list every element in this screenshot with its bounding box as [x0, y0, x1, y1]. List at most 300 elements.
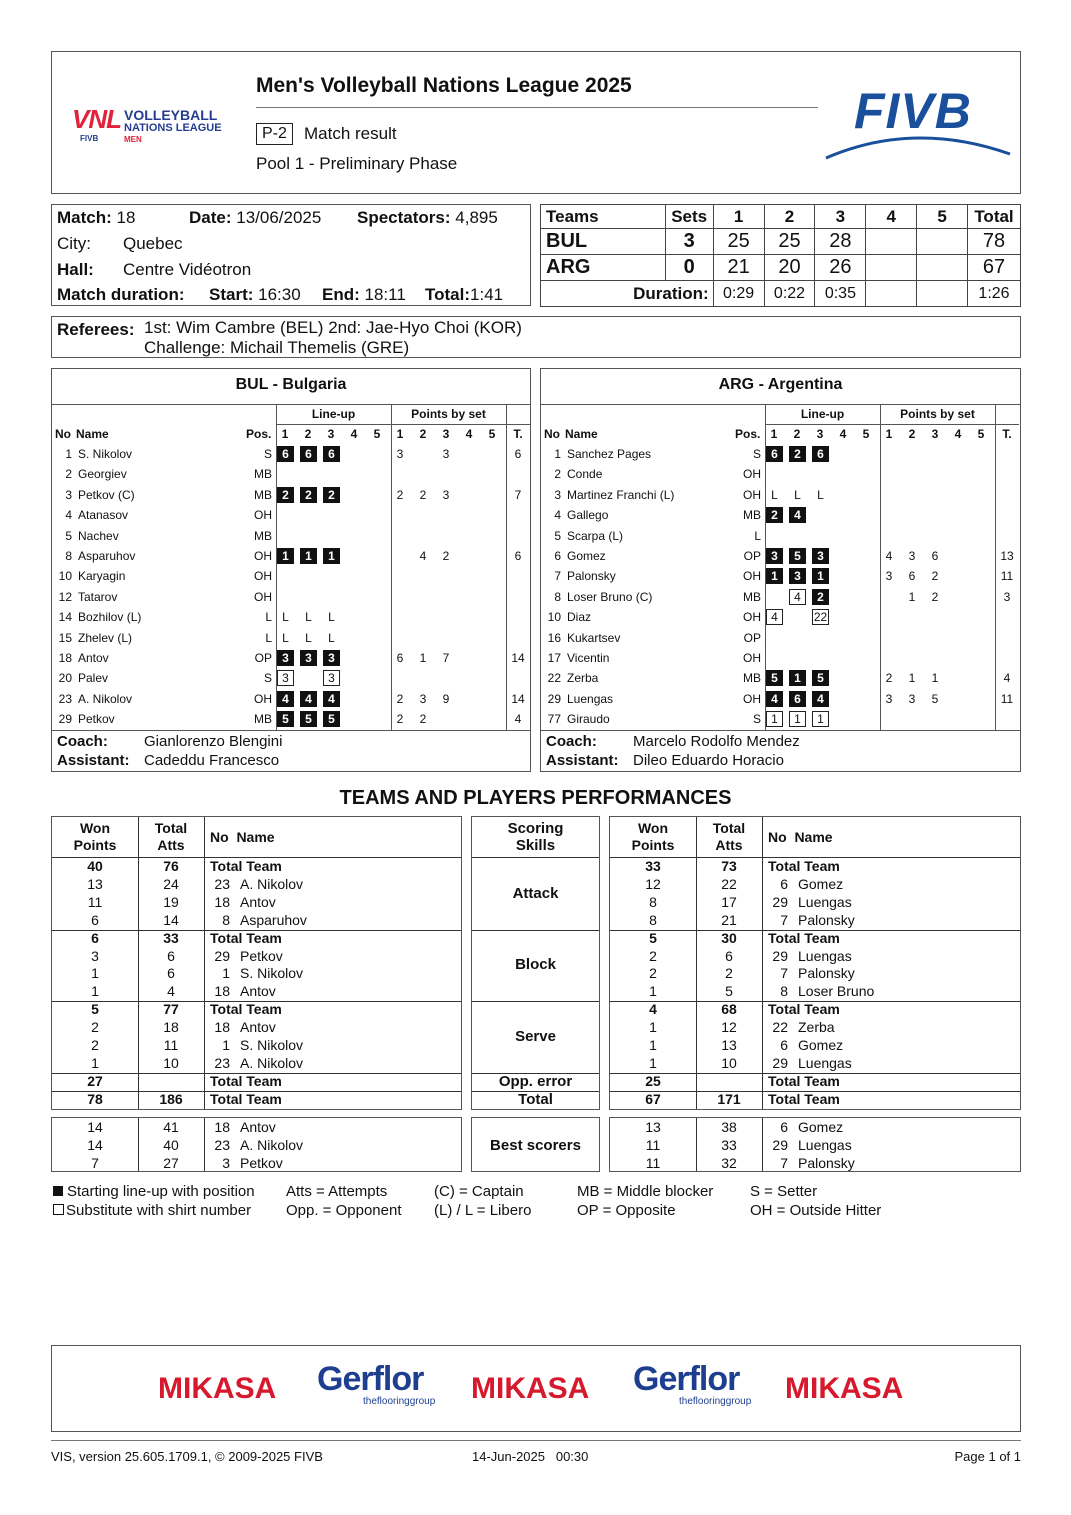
perf-player-name: Luengas: [798, 893, 852, 910]
lineup-cell: L: [771, 487, 778, 502]
performance-skills: [471, 816, 600, 1110]
lineup-cell: 4: [789, 589, 806, 605]
footer-divider: [51, 1440, 1021, 1441]
perf-won-points: 40: [87, 858, 103, 874]
player-name: Palev: [78, 671, 109, 686]
atts-header-line1: Total: [712, 820, 746, 836]
perf-won-points: 2: [649, 947, 657, 964]
perf-won-points: 5: [649, 929, 657, 946]
perf-player-number: 29: [772, 1054, 788, 1071]
perf-won-points: 33: [645, 858, 661, 874]
player-number: 77: [547, 712, 561, 727]
player-total: 14: [511, 651, 525, 665]
duration-total: 1:26: [967, 281, 1020, 307]
player-number: 20: [58, 671, 72, 686]
pos-header: Pos.: [735, 427, 761, 441]
won-header-line1: Won: [637, 820, 669, 836]
score-total: 67: [967, 255, 1020, 281]
perf-won-points: 1: [649, 1019, 657, 1036]
player-name: Palonsky: [567, 569, 616, 584]
best-player-name: Gomez: [798, 1119, 844, 1135]
lineup-cell: 2: [323, 487, 340, 503]
player-number: 3: [65, 487, 72, 502]
perf-player-name: Luengas: [798, 1054, 852, 1071]
legend-item: (L) / L = Libero: [434, 1202, 532, 1219]
perf-won-points: 8: [649, 893, 657, 910]
starting-square-icon: [53, 1186, 63, 1196]
vnl-logo-mark: VNL: [72, 104, 121, 134]
legend-item: Opp. = Opponent: [286, 1202, 402, 1219]
legend-item: OP = Opposite: [577, 1202, 676, 1219]
player-name: Diaz: [567, 610, 592, 625]
page-title: Men's Volleyball Nations League 2025: [256, 74, 632, 97]
perf-player-number: 1: [222, 1037, 230, 1053]
pos-header: Pos.: [246, 427, 272, 441]
player-name: S. Nikolov: [78, 447, 133, 461]
points-cell: 5: [931, 691, 939, 706]
perf-player-number: 6: [780, 1037, 788, 1053]
player-name: Zhelev (L): [78, 630, 133, 645]
player-position: OH: [254, 589, 272, 604]
vnl-logo-line3: MEN: [124, 135, 142, 144]
lineup-set-header: 3: [816, 427, 824, 441]
perf-total-atts: 4: [167, 983, 175, 1000]
score-total: 78: [967, 229, 1020, 255]
lineup-cell: 4: [277, 691, 294, 707]
city-value: Quebec: [123, 234, 183, 253]
points-cell: 1: [908, 671, 916, 686]
gerflor-logo-sub: theflooringgroup: [679, 1396, 752, 1407]
perf-won-points: 13: [87, 875, 103, 892]
player-position: S: [752, 712, 761, 727]
perf-player-number: 18: [214, 1019, 230, 1036]
player-position: L: [265, 630, 272, 645]
perf-total-atts: 14: [163, 911, 179, 928]
name-header: Name: [76, 427, 109, 441]
player-number: 10: [58, 569, 72, 584]
points-set-header: 3: [931, 427, 939, 441]
perf-total-atts: 11: [163, 1037, 179, 1053]
perf-won-points: 6: [91, 911, 99, 928]
perf-won-points: 1: [649, 1054, 657, 1071]
legend-starting-text: Starting line-up with position: [67, 1183, 255, 1200]
perf-total-atts: 13: [721, 1037, 737, 1053]
perf-player-name: Luengas: [798, 947, 852, 964]
player-name: Zerba: [567, 671, 599, 686]
score-table: [540, 204, 1021, 307]
player-number: 23: [58, 691, 72, 706]
points-set-header: 5: [488, 427, 496, 441]
lineup-set-header: 1: [281, 427, 289, 441]
player-name: Atanasov: [78, 508, 129, 523]
lineup-cell: 3: [766, 548, 783, 564]
score-header-set4: 4: [866, 205, 917, 229]
legend-substitute-text: Substitute with shirt number: [66, 1202, 252, 1219]
coach-name: Marcelo Rodolfo Mendez: [633, 733, 800, 750]
points-cell: 2: [442, 549, 450, 563]
city-label: City:: [57, 234, 91, 253]
perf-player-name: Total Team: [768, 1001, 840, 1018]
perf-player-number: 8: [780, 983, 788, 1000]
no-header: No: [544, 427, 560, 441]
perf-player-name: Total Team: [210, 929, 282, 946]
lineup-cell: L: [328, 610, 335, 625]
score-set3: 28: [815, 229, 866, 255]
best-player-number: 7: [780, 1154, 788, 1171]
assistant-name: Cadeddu Francesco: [144, 752, 280, 769]
no-name-header: No Name: [210, 829, 275, 845]
player-position: S: [752, 447, 761, 461]
lineup-cell: 6: [812, 446, 829, 462]
perf-total-atts: 6: [167, 947, 175, 964]
referees-box: [51, 316, 1021, 358]
best-scorers-bul: [51, 1117, 462, 1172]
best-total-atts: 33: [721, 1136, 737, 1153]
roster-title-divider: [52, 404, 530, 405]
vnl-logo-line1: VOLLEYBALL: [124, 107, 218, 123]
best-player-number: 6: [780, 1119, 788, 1135]
points-cell: 3: [908, 549, 916, 563]
points-set-header: 4: [465, 427, 473, 441]
document-code: P-2: [256, 123, 293, 145]
lineup-cell: 4: [323, 691, 340, 707]
perf-player-number: 22: [772, 1019, 788, 1036]
perf-won-points: 1: [649, 983, 657, 1000]
player-position: MB: [743, 589, 761, 604]
best-player-number: 18: [214, 1119, 230, 1135]
points-cell: 3: [419, 691, 427, 706]
gerflor-logo-text: Gerflor: [317, 1360, 424, 1398]
player-name: Petkov: [78, 712, 115, 727]
perf-player-name: Antov: [240, 893, 276, 910]
player-number: 8: [65, 549, 72, 563]
player-number: 2: [554, 467, 561, 482]
perf-won-points: 2: [649, 965, 657, 982]
legend-item: (C) = Captain: [434, 1183, 524, 1200]
duration-set2: 0:22: [764, 281, 815, 307]
lineup-cell: 3: [812, 548, 829, 564]
points-cell: 2: [396, 712, 404, 727]
no-header: No: [55, 427, 71, 441]
player-number: 5: [554, 528, 561, 543]
score-set1: 21: [713, 255, 764, 281]
best-total-atts: 27: [163, 1154, 179, 1171]
player-number: 3: [554, 487, 561, 502]
player-position: MB: [254, 467, 272, 482]
fivb-logo: [824, 82, 1014, 162]
player-name: Bozhilov (L): [78, 610, 142, 625]
perf-player-name: S. Nikolov: [240, 1037, 304, 1053]
best-player-name: Petkov: [240, 1154, 283, 1171]
lineup-cell: 1: [300, 548, 317, 564]
player-name: Gallego: [567, 508, 609, 523]
perf-total-atts: 21: [721, 911, 737, 928]
fivb-swoosh-icon: [824, 124, 1014, 164]
perf-total-atts: 22: [721, 875, 737, 892]
lineup-cell: 1: [812, 568, 829, 584]
lineup-cell: 2: [766, 507, 783, 523]
perf-player-name: Palonsky: [798, 965, 855, 982]
performance-arg: [609, 816, 1021, 1110]
player-number: 15: [58, 630, 72, 645]
player-number: 1: [554, 447, 561, 461]
lineup-cell: 4: [812, 691, 829, 707]
lineup-cell: 4: [300, 691, 317, 707]
perf-total-atts: 2: [725, 965, 733, 982]
perf-total-atts: 24: [163, 875, 179, 892]
player-name: Asparuhov: [78, 549, 136, 563]
best-won-points: 14: [87, 1119, 103, 1135]
end-field: [322, 285, 406, 305]
footer-page: Page 1 of 1: [954, 1449, 1021, 1464]
points-cell: 2: [931, 589, 939, 604]
player-name: Loser Bruno (C): [567, 589, 653, 604]
points-cell: 7: [442, 651, 450, 665]
perf-total-atts: 6: [725, 947, 733, 964]
points-cell: 2: [885, 671, 893, 686]
perf-won-points: 8: [649, 911, 657, 928]
perf-player-name: Zerba: [798, 1019, 835, 1036]
points-cell: 2: [419, 712, 427, 727]
no-name-header: No Name: [768, 829, 833, 845]
perf-total-atts: 10: [721, 1054, 737, 1071]
perf-player-name: Gomez: [798, 875, 844, 892]
vnl-logo: [72, 102, 242, 148]
skill-label: Total: [518, 1090, 553, 1108]
skills-header-line1: Scoring: [507, 820, 564, 837]
perf-total-atts: 19: [163, 893, 179, 910]
performance-bul: [51, 816, 462, 1110]
perf-won-points: 3: [91, 947, 99, 964]
player-position: OH: [254, 691, 272, 706]
score-set2: 20: [764, 255, 815, 281]
skills-header-line2: Skills: [515, 837, 556, 854]
perf-player-number: 29: [214, 947, 230, 964]
perf-total-atts: 33: [163, 929, 179, 946]
perf-player-name: A. Nikolov: [240, 875, 304, 892]
lineup-header: Line-up: [311, 407, 356, 421]
match-number-field: [57, 208, 135, 228]
perf-player-name: Gomez: [798, 1037, 844, 1053]
player-number: 10: [547, 610, 561, 625]
lineup-cell: 1: [812, 711, 829, 727]
perf-player-name: Total Team: [768, 1090, 840, 1107]
pool-phase: Pool 1 - Preliminary Phase: [256, 154, 458, 173]
player-number: 6: [554, 549, 561, 563]
best-player-number: 29: [772, 1136, 788, 1153]
roster-footer-divider: [541, 730, 1020, 731]
coach-label: Coach:: [57, 733, 108, 750]
score-sets: 0: [665, 255, 713, 281]
player-position: OH: [254, 549, 272, 563]
player-position: OH: [743, 691, 761, 706]
duration-label: Match duration:: [57, 285, 185, 304]
lineup-cell: 5: [323, 711, 340, 727]
points-cell: 1: [931, 671, 939, 686]
player-position: OP: [254, 651, 272, 665]
won-header-line1: Won: [79, 820, 111, 836]
best-won-points: 13: [645, 1119, 661, 1135]
perf-player-number: 23: [214, 875, 230, 892]
footer-version: VIS, version 25.605.1709.1, © 2009-2025 FIVB: [51, 1449, 323, 1464]
player-name: Georgiev: [78, 467, 127, 482]
roster-title-divider: [541, 404, 1020, 405]
skills-header: [472, 820, 599, 854]
duration-set3: 0:35: [815, 281, 866, 307]
referees-line1: 1st: Wim Cambre (BEL) 2nd: Jae-Hyo Choi (KOR): [144, 318, 522, 337]
legend-item: Atts = Attempts: [286, 1183, 388, 1200]
total-header: T.: [513, 427, 523, 441]
perf-player-name: Total Team: [768, 1072, 840, 1089]
lineup-set-header: 5: [862, 427, 870, 441]
player-total: 4: [514, 712, 522, 727]
player-number: 12: [58, 589, 72, 604]
player-name: Tatarov: [78, 589, 118, 604]
player-position: OH: [743, 487, 761, 502]
referees-line2: Challenge: Michail Themelis (GRE): [144, 338, 410, 357]
points-set-header: 2: [908, 427, 916, 441]
skill-label: Block: [515, 956, 556, 974]
lineup-cell: 2: [277, 487, 294, 503]
perf-player-number: 29: [772, 893, 788, 910]
perf-won-points: 5: [91, 1001, 99, 1018]
points-cell: 3: [396, 447, 404, 461]
lineup-cell: 6: [300, 446, 317, 462]
points-cell: 4: [885, 549, 893, 563]
points-cell: 6: [931, 549, 939, 563]
perf-won-points: 78: [87, 1090, 103, 1107]
match-label: Match:: [57, 208, 112, 227]
start-label: Start:: [209, 285, 254, 304]
match-date: 13/06/2025: [236, 208, 322, 227]
lineup-cell: 1: [789, 670, 806, 686]
end-time: 18:11: [364, 285, 406, 304]
points-cell: 3: [908, 691, 916, 706]
perf-won-points: 2: [91, 1037, 99, 1053]
performance-title: TEAMS AND PLAYERS PERFORMANCES: [339, 787, 732, 809]
points-cell: 9: [442, 691, 450, 706]
roster-arg: [540, 368, 1021, 772]
points-cell: 2: [396, 487, 404, 502]
score-header-set3: 3: [815, 205, 866, 229]
skills-header-divider: [472, 857, 599, 858]
player-position: MB: [254, 487, 272, 502]
perf-player-name: Petkov: [240, 947, 283, 964]
score-header-set5: 5: [917, 205, 968, 229]
player-position: S: [263, 447, 272, 461]
best-player-name: Palonsky: [798, 1154, 855, 1171]
start-field: [209, 285, 301, 305]
points-set-header: 1: [885, 427, 893, 441]
best-won-points: 14: [87, 1136, 103, 1153]
points-set-header: 4: [954, 427, 962, 441]
player-total: 14: [511, 691, 525, 706]
lineup-cell: 6: [323, 446, 340, 462]
lineup-cell: 2: [812, 589, 829, 605]
player-number: 29: [58, 712, 72, 727]
lineup-cell: 3: [277, 670, 294, 686]
perf-player-name: Total Team: [768, 858, 840, 874]
perf-total-atts: 18: [163, 1019, 179, 1036]
skills-group-divider: [472, 930, 599, 931]
lineup-cell: 5: [789, 548, 806, 564]
title-divider: [256, 107, 818, 108]
end-label: End:: [322, 285, 360, 304]
perf-player-number: 6: [780, 875, 788, 892]
lineup-set-header: 4: [839, 427, 847, 441]
coach-label: Coach:: [546, 733, 597, 750]
player-name: Luengas: [567, 691, 614, 706]
player-name: Martinez Franchi (L): [567, 487, 675, 502]
perf-player-name: Total Team: [210, 1072, 282, 1089]
player-position: MB: [254, 528, 272, 543]
best-total-atts: 38: [721, 1119, 737, 1135]
gerflor-logo-text: Gerflor: [633, 1360, 740, 1398]
points-set-header: 1: [396, 427, 404, 441]
perf-player-name: Palonsky: [798, 911, 855, 928]
player-number: 18: [58, 651, 72, 665]
won-header-line2: Points: [73, 837, 117, 853]
score-set3: 26: [815, 255, 866, 281]
perf-won-points: 12: [645, 875, 661, 892]
best-total-atts: 41: [163, 1119, 179, 1135]
player-total: 11: [1000, 691, 1014, 706]
lineup-cell: 4: [766, 609, 783, 625]
perf-won-points: 1: [649, 1037, 657, 1053]
perf-player-number: 8: [222, 911, 230, 928]
player-number: 16: [547, 630, 561, 645]
points-header: Points by set: [900, 407, 975, 421]
score-header-set1: 1: [713, 205, 764, 229]
player-position: OH: [743, 651, 761, 665]
lineup-header-divider: [276, 424, 530, 425]
perf-player-name: Loser Bruno: [798, 983, 875, 1000]
lineup-cell: 5: [277, 711, 294, 727]
perf-player-number: 29: [772, 947, 788, 964]
perf-total-atts: 171: [717, 1090, 741, 1107]
lineup-cell: L: [817, 487, 824, 502]
roster-footer-divider: [52, 730, 530, 731]
perf-won-points: 1: [91, 1054, 99, 1071]
column-divider: [995, 405, 996, 730]
lineup-cell: L: [305, 630, 312, 645]
points-cell: 2: [419, 487, 427, 502]
perf-won-points: 25: [645, 1072, 661, 1089]
duration-set5: [917, 281, 968, 307]
score-header-teams: Teams: [541, 205, 666, 229]
player-total: 4: [1003, 671, 1011, 686]
document-type: Match result: [304, 124, 397, 143]
date-label: Date:: [189, 208, 232, 227]
skill-label: Serve: [515, 1028, 556, 1045]
legend-item: MB = Middle blocker: [577, 1183, 714, 1200]
lineup-cell: 5: [300, 711, 317, 727]
duration-set4: [866, 281, 917, 307]
player-number: 8: [554, 589, 561, 604]
lineup-cell: L: [305, 610, 312, 625]
mikasa-logo: MIKASA: [158, 1372, 277, 1405]
lineup-cell: 6: [277, 446, 294, 462]
perf-player-name: S. Nikolov: [240, 965, 304, 982]
won-header: [610, 820, 696, 854]
column-divider: [880, 405, 881, 730]
perf-player-name: A. Nikolov: [240, 1054, 304, 1071]
legend-substitute: [53, 1202, 251, 1219]
perf-won-points: 6: [91, 929, 99, 946]
player-total: 11: [1000, 569, 1014, 584]
points-cell: 3: [885, 569, 893, 584]
best-player-name: A. Nikolov: [240, 1136, 304, 1153]
